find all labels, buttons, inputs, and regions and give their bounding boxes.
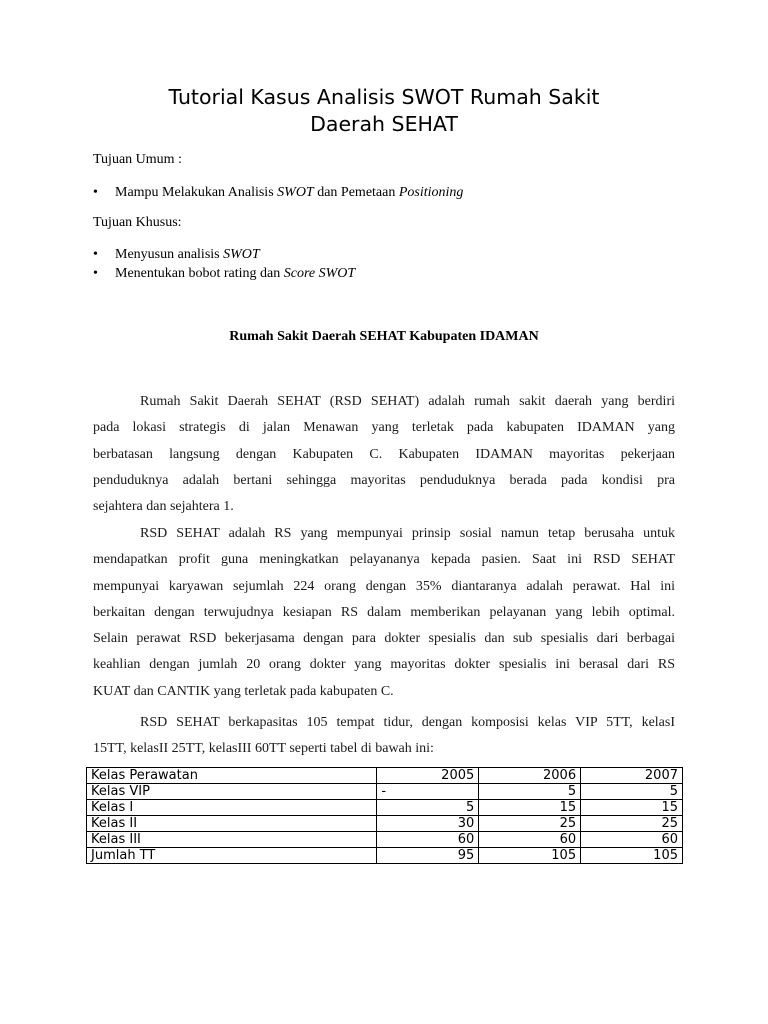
paragraph-line: 15TT, kelasII 25TT, kelasIII 60TT seperti tabel di bawah ini:	[93, 741, 434, 757]
table-row	[87, 800, 683, 816]
paragraph-line: sejahtera dan sejahtera 1.	[93, 499, 234, 515]
table-header-cell: 2006	[479, 768, 581, 784]
paragraph	[93, 710, 675, 763]
table-cell: 25	[479, 816, 581, 832]
table-cell: Kelas VIP	[87, 784, 377, 800]
paragraph-line: keahlian dengan jumlah 20 orang dokter yang mayoritas dokter spesialis ini berasal dari RS	[93, 657, 675, 673]
table-cell: 5	[377, 800, 479, 816]
paragraph	[93, 389, 675, 520]
table-cell: 60	[377, 832, 479, 848]
table-cell: -	[377, 784, 479, 800]
paragraph-line: Selain perawat RSD bekerjasama dengan para dokter spesialis dan sub spesialis dari berbagai	[93, 631, 675, 647]
bullet-icon: •	[93, 185, 98, 200]
table-cell: 30	[377, 816, 479, 832]
bullet-icon: •	[93, 266, 98, 281]
table-cell: Jumlah TT	[87, 848, 377, 864]
document-title	[0, 84, 768, 138]
table-cell: Kelas II	[87, 816, 377, 832]
paragraph-line: mempunyai karyawan sejumlah 224 orang dengan 35% diantaranya adalah perawat. Hal ini	[93, 578, 675, 594]
paragraph-line: berkaitan dengan terwujudnya kesiapan RS dalam memberikan pelayanan yang lebih optimal.	[93, 604, 675, 620]
table-header-cell: 2007	[581, 768, 683, 784]
table-cell: Kelas III	[87, 832, 377, 848]
bullet-text: Mampu Melakukan Analisis SWOT dan Pemetaan Positioning	[115, 185, 464, 200]
paragraph-line: berbatasan langsung dengan Kabupaten C. Kabupaten IDAMAN mayoritas pekerjaan	[93, 446, 675, 462]
tujuan-khusus-label: Tujuan Khusus:	[93, 215, 182, 230]
bullet-text: Menyusun analisis SWOT	[115, 247, 260, 262]
table-cell: 105	[581, 848, 683, 864]
paragraph-line: KUAT dan CANTIK yang terletak pada kabupaten C.	[93, 683, 394, 699]
title-line-1: Tutorial Kasus Analisis SWOT Rumah Sakit	[168, 85, 600, 109]
table-row	[87, 784, 683, 800]
bed-capacity-table	[86, 767, 683, 864]
table-cell: 5	[479, 784, 581, 800]
paragraph-line: penduduknya adalah bertani sehingga mayoritas penduduknya berada pada kondisi pra	[93, 472, 675, 488]
table-cell: 95	[377, 848, 479, 864]
table-row	[87, 848, 683, 864]
paragraph-line: RSD SEHAT berkapasitas 105 tempat tidur, dengan komposisi kelas VIP 5TT, kelasI	[140, 715, 675, 730]
paragraph	[93, 521, 675, 705]
table-cell: 15	[479, 800, 581, 816]
table-row	[87, 816, 683, 832]
table-header-row	[87, 768, 683, 784]
table-cell: 5	[581, 784, 683, 800]
table-cell: 105	[479, 848, 581, 864]
tujuan-khusus-item	[93, 266, 355, 282]
table-header-cell: Kelas Perawatan	[87, 768, 377, 784]
paragraph-line: pada lokasi strategis di jalan Menawan yang terletak pada kabupaten IDAMAN yang	[93, 420, 675, 436]
section-heading: Rumah Sakit Daerah SEHAT Kabupaten IDAMAN	[229, 329, 539, 344]
tujuan-umum-label: Tujuan Umum :	[93, 152, 182, 167]
table-cell: 60	[581, 832, 683, 848]
paragraph-line: RSD SEHAT adalah RS yang mempunyai prinsip sosial namun tetap berusaha untuk	[140, 526, 675, 541]
table-cell: 15	[581, 800, 683, 816]
paragraph-line: mendapatkan profit guna meningkatkan pelayananya kepada pasien. Saat ini RSD SEHAT	[93, 552, 675, 568]
tujuan-khusus-item	[93, 247, 260, 263]
bullet-icon: •	[93, 247, 98, 262]
table-header-cell: 2005	[377, 768, 479, 784]
bullet-text: Menentukan bobot rating dan Score SWOT	[115, 266, 356, 281]
table-cell: 60	[479, 832, 581, 848]
table-row	[87, 832, 683, 848]
paragraph-line: Rumah Sakit Daerah SEHAT (RSD SEHAT) adalah rumah sakit daerah yang berdiri	[140, 394, 675, 409]
table-cell: Kelas I	[87, 800, 377, 816]
table-cell: 25	[581, 816, 683, 832]
tujuan-umum-item	[93, 185, 463, 201]
title-line-2: Daerah SEHAT	[310, 112, 458, 136]
